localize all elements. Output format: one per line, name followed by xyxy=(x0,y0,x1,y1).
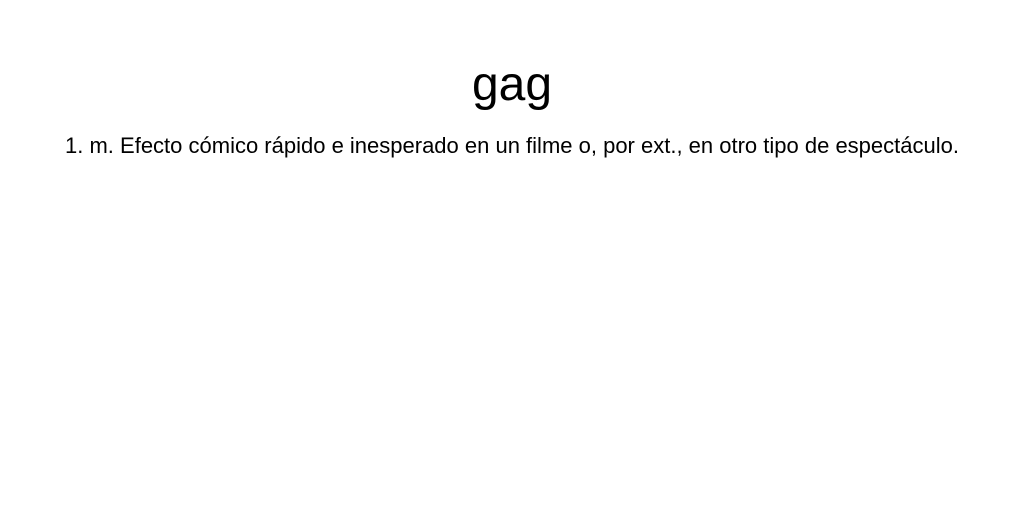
entry-term: gag xyxy=(471,58,553,111)
entry-definition: 1. m. Efecto cómico rápido e inesperado en un filme o, por ext., en otro tipo de espectáculo. xyxy=(65,133,959,158)
